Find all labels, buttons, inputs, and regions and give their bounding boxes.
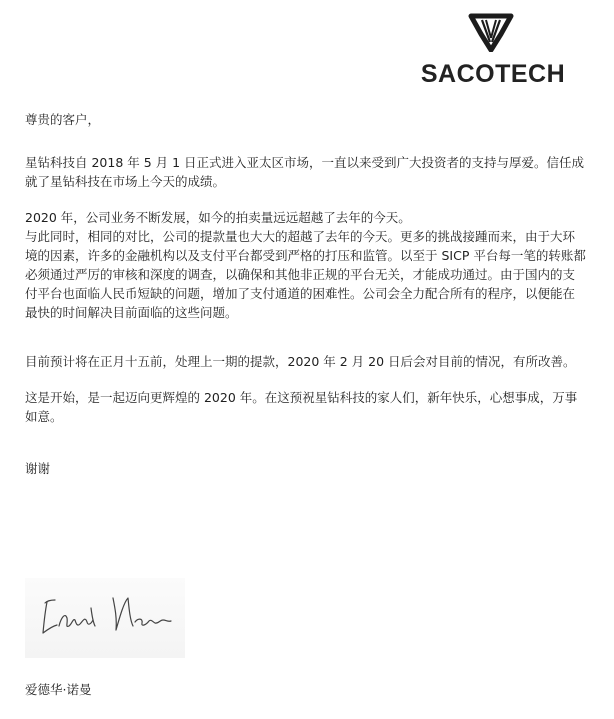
diamond-wings-logo-icon [468,12,514,52]
paragraph-new-year-wishes: 这是开始，是一起迈向更辉煌的 2020 年。在这预祝星钻科技的家人们，新年快乐，心想事成，万事如意。 [25,390,578,424]
paragraph-business-growth: 2020 年，公司业务不断发展，如今的拍卖量远远超越了去年的今天。 [25,210,411,225]
paragraph-intro: 星钻科技自 2018 年 5 月 1 日正式进入亚太区市场，一直以来受到广大投资者的支持与厚爱。信任成就了星钻科技在市场上今天的成绩。 [25,155,585,189]
paragraph-withdrawal-challenges: 与此同时，相同的对比，公司的提款量也大大的超越了去年的今天。更多的挑战接踵而来，由于大环境的因素，许多的金融机构以及支付平台都受到严格的打压和监管。以至于 SICP 平台每一笔的转账都必须通过严厉的审核和深度的调查，以确保和其他非正规的平台无关，才能成功通过。由于国内的支付平台也面临人民币短缺的问题，增加了支付通道的困难性。公司会全力配合所有的程序，以便能在最快的时间解决目前面临的这些问题。 [25,229,586,320]
handwritten-signature [25,578,185,658]
closing: 谢谢 [25,461,51,476]
company-logo [420,12,600,94]
signer-name: 爱德华·诺曼 [25,682,92,697]
company-name: SACOTECH [420,60,566,88]
salutation: 尊贵的客户， [25,112,101,127]
paragraph-schedule: 目前预计将在正月十五前，处理上一期的提款，2020 年 2 月 20 日后会对目前的情况，有所改善。 [25,354,576,369]
letter-body [25,110,587,478]
